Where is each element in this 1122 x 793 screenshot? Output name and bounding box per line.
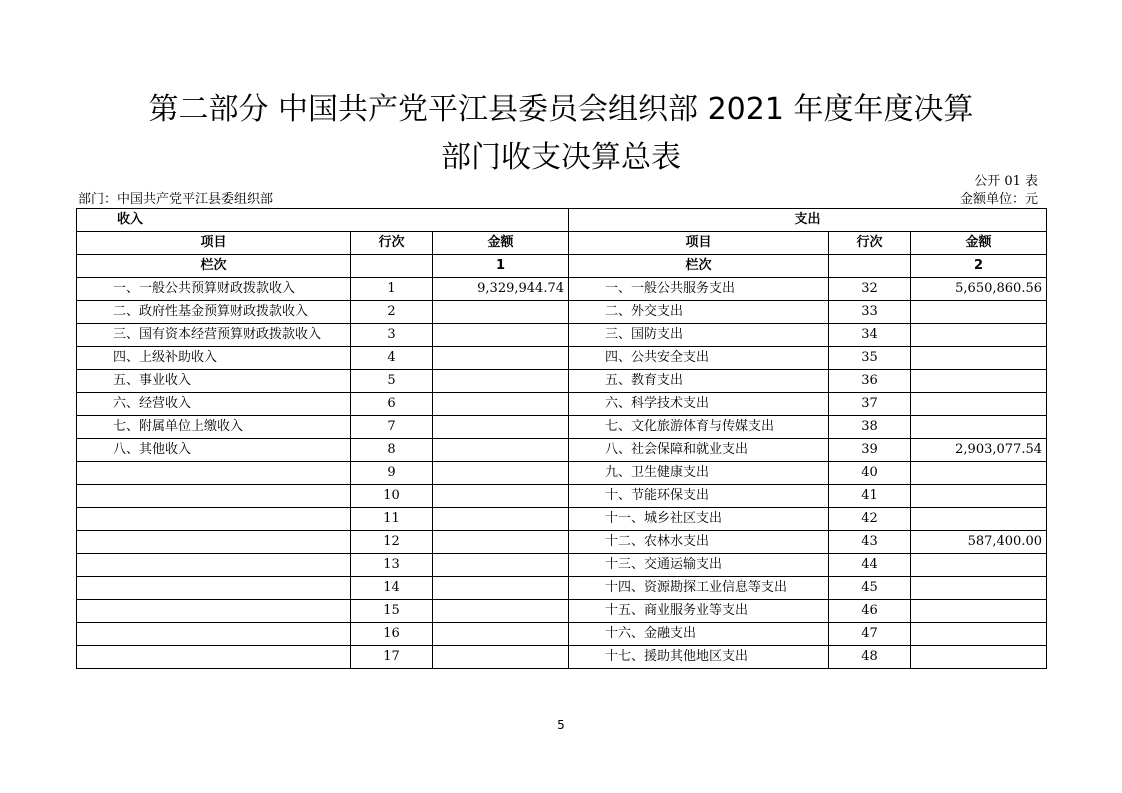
income-item-header: 项目	[77, 232, 351, 255]
amount-unit: 金额单位：元	[959, 192, 1038, 207]
income-item-cell	[77, 646, 351, 669]
income-item-cell	[77, 508, 351, 531]
expense-amount-cell	[911, 416, 1047, 439]
income-item-cell: 八、其他收入	[77, 439, 351, 462]
expense-item-cell: 一、一般公共服务支出	[569, 278, 829, 301]
page-number: 5	[557, 718, 565, 732]
expense-amount-cell	[911, 347, 1047, 370]
income-item-cell: 六、经营收入	[77, 393, 351, 416]
table-row	[77, 508, 1047, 531]
expense-item-header: 项目	[569, 232, 829, 255]
income-line-cell: 10	[351, 485, 433, 508]
table-row	[77, 301, 1047, 324]
table-row	[77, 577, 1047, 600]
expense-line-cell: 38	[829, 416, 911, 439]
expense-line-cell: 39	[829, 439, 911, 462]
income-item-cell	[77, 485, 351, 508]
income-item-cell: 一、一般公共预算财政拨款收入	[77, 278, 351, 301]
income-line-cell: 16	[351, 623, 433, 646]
expense-item-cell: 六、科学技术支出	[569, 393, 829, 416]
expense-item-cell: 十一、城乡社区支出	[569, 508, 829, 531]
income-line-cell: 17	[351, 646, 433, 669]
income-line-cell: 6	[351, 393, 433, 416]
expense-line-cell: 43	[829, 531, 911, 554]
income-amount-header: 金额	[433, 232, 569, 255]
expense-row-label: 栏次	[569, 255, 829, 278]
expense-item-cell: 七、文化旅游体育与传媒支出	[569, 416, 829, 439]
table-row	[77, 623, 1047, 646]
expense-item-cell: 十七、援助其他地区支出	[569, 646, 829, 669]
income-amount-cell	[433, 439, 569, 462]
income-item-cell	[77, 600, 351, 623]
income-item-cell	[77, 623, 351, 646]
expense-amount-cell	[911, 577, 1047, 600]
expense-amount-cell	[911, 646, 1047, 669]
income-item-cell: 四、上级补助收入	[77, 347, 351, 370]
income-amount-cell	[433, 554, 569, 577]
expense-line-header: 行次	[829, 232, 911, 255]
expense-line-cell: 33	[829, 301, 911, 324]
expense-item-cell: 五、教育支出	[569, 370, 829, 393]
income-line-cell: 15	[351, 600, 433, 623]
table-row	[77, 416, 1047, 439]
page-subtitle: 部门收支决算总表	[441, 140, 681, 175]
expense-amount-cell	[911, 485, 1047, 508]
expense-line-cell: 40	[829, 462, 911, 485]
expense-line-cell: 46	[829, 600, 911, 623]
budget-summary-table	[76, 208, 1047, 669]
expense-item-cell: 十二、农林水支出	[569, 531, 829, 554]
expense-amount-cell: 587,400.00	[911, 531, 1047, 554]
expense-amount-cell	[911, 393, 1047, 416]
income-amount-cell	[433, 623, 569, 646]
table-row	[77, 600, 1047, 623]
income-section-title: 收入	[77, 209, 569, 232]
income-item-cell	[77, 462, 351, 485]
expense-line-cell: 41	[829, 485, 911, 508]
expense-line-cell: 48	[829, 646, 911, 669]
expense-item-cell: 十四、资源勘探工业信息等支出	[569, 577, 829, 600]
income-line-cell: 5	[351, 370, 433, 393]
income-line-cell: 13	[351, 554, 433, 577]
income-line-cell: 9	[351, 462, 433, 485]
income-amount-cell	[433, 508, 569, 531]
expense-item-cell: 十三、交通运输支出	[569, 554, 829, 577]
expense-item-cell: 十、节能环保支出	[569, 485, 829, 508]
table-row	[77, 393, 1047, 416]
expense-amount-cell: 5,650,860.56	[911, 278, 1047, 301]
income-item-cell: 二、政府性基金预算财政拨款收入	[77, 301, 351, 324]
table-row	[77, 462, 1047, 485]
expense-line-cell: 45	[829, 577, 911, 600]
column-header-row	[77, 232, 1047, 255]
income-line-cell: 8	[351, 439, 433, 462]
income-amount-cell	[433, 485, 569, 508]
expense-amount-cell	[911, 623, 1047, 646]
income-amount-cell	[433, 370, 569, 393]
expense-item-cell: 八、社会保障和就业支出	[569, 439, 829, 462]
table-row	[77, 324, 1047, 347]
income-amount-cell	[433, 416, 569, 439]
income-item-cell: 七、附属单位上缴收入	[77, 416, 351, 439]
expense-amount-cell: 2,903,077.54	[911, 439, 1047, 462]
income-col-number: 1	[433, 255, 569, 278]
income-item-cell	[77, 531, 351, 554]
income-line-cell: 12	[351, 531, 433, 554]
income-amount-cell	[433, 462, 569, 485]
income-amount-cell	[433, 600, 569, 623]
table-row	[77, 278, 1047, 301]
section-header-row	[77, 209, 1047, 232]
expense-section-title: 支出	[569, 209, 1047, 232]
expense-line-cell: 36	[829, 370, 911, 393]
expense-line-cell: 35	[829, 347, 911, 370]
income-item-cell: 三、国有资本经营预算财政拨款收入	[77, 324, 351, 347]
table-row	[77, 439, 1047, 462]
expense-amount-cell	[911, 554, 1047, 577]
income-amount-cell: 9,329,944.74	[433, 278, 569, 301]
income-amount-cell	[433, 646, 569, 669]
income-item-cell	[77, 554, 351, 577]
department-label: 部门：中国共产党平江县委组织部	[78, 192, 274, 207]
expense-amount-cell	[911, 600, 1047, 623]
expense-amount-cell	[911, 508, 1047, 531]
expense-amount-cell	[911, 462, 1047, 485]
expense-item-cell: 九、卫生健康支出	[569, 462, 829, 485]
expense-amount-cell	[911, 370, 1047, 393]
income-line-cell: 2	[351, 301, 433, 324]
income-amount-cell	[433, 577, 569, 600]
expense-line-cell: 34	[829, 324, 911, 347]
income-line-cell: 1	[351, 278, 433, 301]
income-item-cell: 五、事业收入	[77, 370, 351, 393]
form-number: 公开 01 表	[974, 174, 1038, 189]
expense-amount-header: 金额	[911, 232, 1047, 255]
expense-col-number: 2	[911, 255, 1047, 278]
table-row	[77, 370, 1047, 393]
expense-amount-cell	[911, 324, 1047, 347]
table-row	[77, 531, 1047, 554]
income-row-label: 栏次	[77, 255, 351, 278]
table-row	[77, 554, 1047, 577]
income-amount-cell	[433, 531, 569, 554]
income-amount-cell	[433, 324, 569, 347]
income-line-header: 行次	[351, 232, 433, 255]
income-amount-cell	[433, 347, 569, 370]
expense-item-cell: 四、公共安全支出	[569, 347, 829, 370]
column-number-row	[77, 255, 1047, 278]
table-row	[77, 347, 1047, 370]
income-line-cell: 7	[351, 416, 433, 439]
expense-item-cell: 十六、金融支出	[569, 623, 829, 646]
expense-item-cell: 二、外交支出	[569, 301, 829, 324]
income-amount-cell	[433, 393, 569, 416]
income-item-cell	[77, 577, 351, 600]
expense-line-cell: 42	[829, 508, 911, 531]
expense-line-cell: 44	[829, 554, 911, 577]
expense-item-cell: 三、国防支出	[569, 324, 829, 347]
income-line-cell: 11	[351, 508, 433, 531]
income-line-cell: 14	[351, 577, 433, 600]
income-line-cell: 3	[351, 324, 433, 347]
page-title: 第二部分 中国共产党平江县委员会组织部 2021 年度年度决算	[148, 92, 974, 127]
expense-amount-cell	[911, 301, 1047, 324]
expense-item-cell: 十五、商业服务业等支出	[569, 600, 829, 623]
expense-line-cell: 47	[829, 623, 911, 646]
income-amount-cell	[433, 301, 569, 324]
income-line-cell: 4	[351, 347, 433, 370]
expense-line-cell: 37	[829, 393, 911, 416]
table-row	[77, 646, 1047, 669]
table-row	[77, 485, 1047, 508]
expense-line-cell: 32	[829, 278, 911, 301]
